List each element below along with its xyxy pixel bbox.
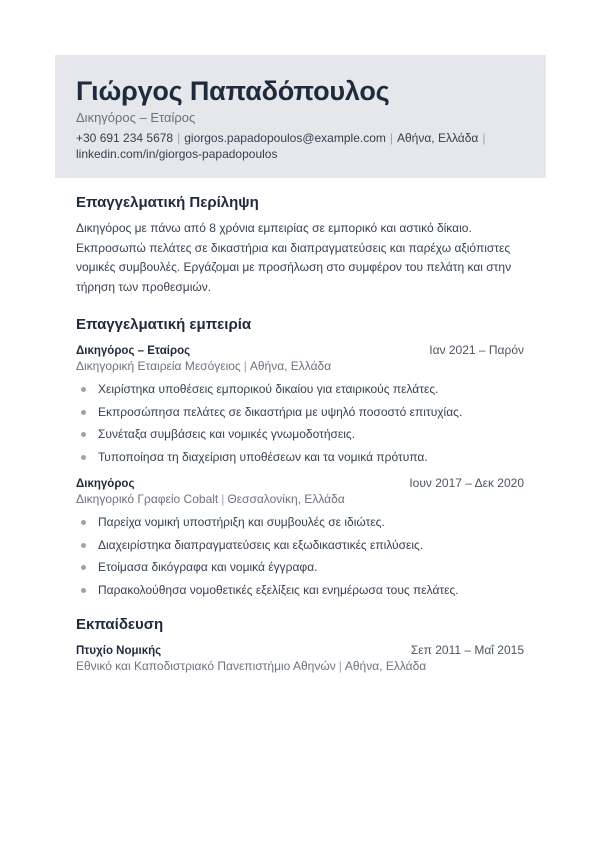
- list-item: [76, 378, 524, 401]
- job-date: Ιαν 2021 – Παρόν: [429, 343, 524, 357]
- bullet-dot-icon: [81, 588, 86, 593]
- candidate-role: Δικηγόρος – Εταίρος: [76, 110, 196, 125]
- degree-title: Πτυχίο Νομικής: [76, 645, 162, 657]
- job-entry: [76, 476, 524, 601]
- job-title: Δικηγόρος – Εταίρος: [76, 345, 191, 357]
- bullet-dot-icon: [81, 543, 86, 548]
- education-entry: [76, 643, 524, 674]
- list-item: [76, 401, 524, 424]
- bullet-dot-icon: [81, 455, 86, 460]
- job-bullets: [76, 511, 524, 601]
- contact-info: [76, 130, 526, 162]
- contact-separator: |: [177, 131, 181, 145]
- job-organization: [76, 492, 524, 507]
- job-date: Ιουν 2017 – Δεκ 2020: [409, 476, 524, 490]
- bullet-text: Τυποποίησα τη διαχείριση υποθέσεων και τα νομικά πρότυπα.: [98, 449, 428, 464]
- contact-email[interactable]: giorgos.papadopoulos@example.com: [184, 131, 386, 145]
- bullet-dot-icon: [81, 565, 86, 570]
- list-item: [76, 556, 524, 579]
- experience-section: [76, 315, 524, 601]
- bullet-text: Παρακολούθησα νομοθετικές εξελίξεις και ενημέρωσα τους πελάτες.: [98, 582, 459, 597]
- list-item: [76, 534, 524, 557]
- job-location: Αθήνα, Ελλάδα: [249, 359, 332, 373]
- bullet-dot-icon: [81, 432, 86, 437]
- list-item: [76, 446, 524, 469]
- candidate-name: Γιώργος Παπαδόπουλος: [76, 76, 390, 106]
- contact-separator: |: [389, 131, 393, 145]
- resume-header: [55, 55, 546, 178]
- contact-phone: +30 691 234 5678: [76, 131, 174, 145]
- list-item: [76, 511, 524, 534]
- education-title: Εκπαίδευση: [76, 616, 164, 633]
- school-name: Εθνικό και Καποδιστριακό Πανεπιστήμιο Αθηνών: [76, 659, 336, 673]
- bullet-text: Παρείχα νομική υποστήριξη και συμβουλές σε ιδιώτες.: [98, 515, 385, 529]
- job-header: [76, 476, 524, 492]
- job-title: Δικηγόρος: [76, 478, 135, 490]
- job-company: Δικηγορικό Γραφείο Cobalt: [76, 492, 219, 506]
- bullet-dot-icon: [81, 410, 86, 415]
- contact-location: Αθήνα, Ελλάδα: [397, 131, 479, 145]
- education-date: Σεπ 2011 – Μαΐ 2015: [410, 643, 524, 657]
- bullet-dot-icon: [81, 387, 86, 392]
- org-separator: |: [243, 359, 247, 373]
- education-section: [76, 615, 524, 674]
- job-bullets: [76, 378, 524, 468]
- education-institution: [76, 659, 524, 674]
- bullet-text: Χειρίστηκα υποθέσεις εμπορικού δικαίου για εταιρικούς πελάτες.: [98, 382, 439, 396]
- summary-title: Επαγγελματική Περίληψη: [76, 194, 259, 211]
- job-organization: [76, 359, 524, 374]
- summary-section: [76, 193, 524, 297]
- bullet-text: Συνέταξα συμβάσεις και νομικές γνωμοδοτήσεις.: [98, 427, 356, 441]
- job-entry: [76, 343, 524, 468]
- contact-linkedin[interactable]: linkedin.com/in/giorgos-papadopoulos: [76, 147, 278, 161]
- org-separator: |: [338, 659, 342, 673]
- job-location: Θεσσαλονίκη, Ελλάδα: [227, 492, 345, 506]
- org-separator: |: [221, 492, 225, 506]
- bullet-dot-icon: [81, 520, 86, 525]
- list-item: [76, 423, 524, 446]
- education-header: [76, 643, 524, 659]
- resume-body: [76, 193, 524, 674]
- contact-separator: |: [482, 131, 486, 145]
- job-header: [76, 343, 524, 359]
- job-company: Δικηγορική Εταιρεία Μεσόγειος: [76, 359, 241, 373]
- bullet-text: Ετοίμασα δικόγραφα και νομικά έγγραφα.: [98, 560, 318, 574]
- bullet-text: Εκπροσώπησα πελάτες σε δικαστήρια με υψηλό ποσοστό επιτυχίας.: [98, 404, 463, 419]
- summary-text: Δικηγόρος με πάνω από 8 χρόνια εμπειρίας σε εμπορικό και αστικό δίκαιο. Εκπροσωπώ πελάτες σε δικαστήρια και διαπραγματεύσεις και παρέχω αξιόπιστες νομικές συμβουλές. Εργάζομαι με προσήλωση στο συμφέρον του πελάτη και στην τήρηση των προθεσμιών.: [76, 221, 512, 294]
- experience-title: Επαγγελματική εμπειρία: [76, 316, 252, 333]
- school-location: Αθήνα, Ελλάδα: [344, 659, 427, 673]
- bullet-text: Διαχειρίστηκα διαπραγματεύσεις και εξωδικαστικές επιλύσεις.: [98, 537, 424, 552]
- list-item: [76, 579, 524, 602]
